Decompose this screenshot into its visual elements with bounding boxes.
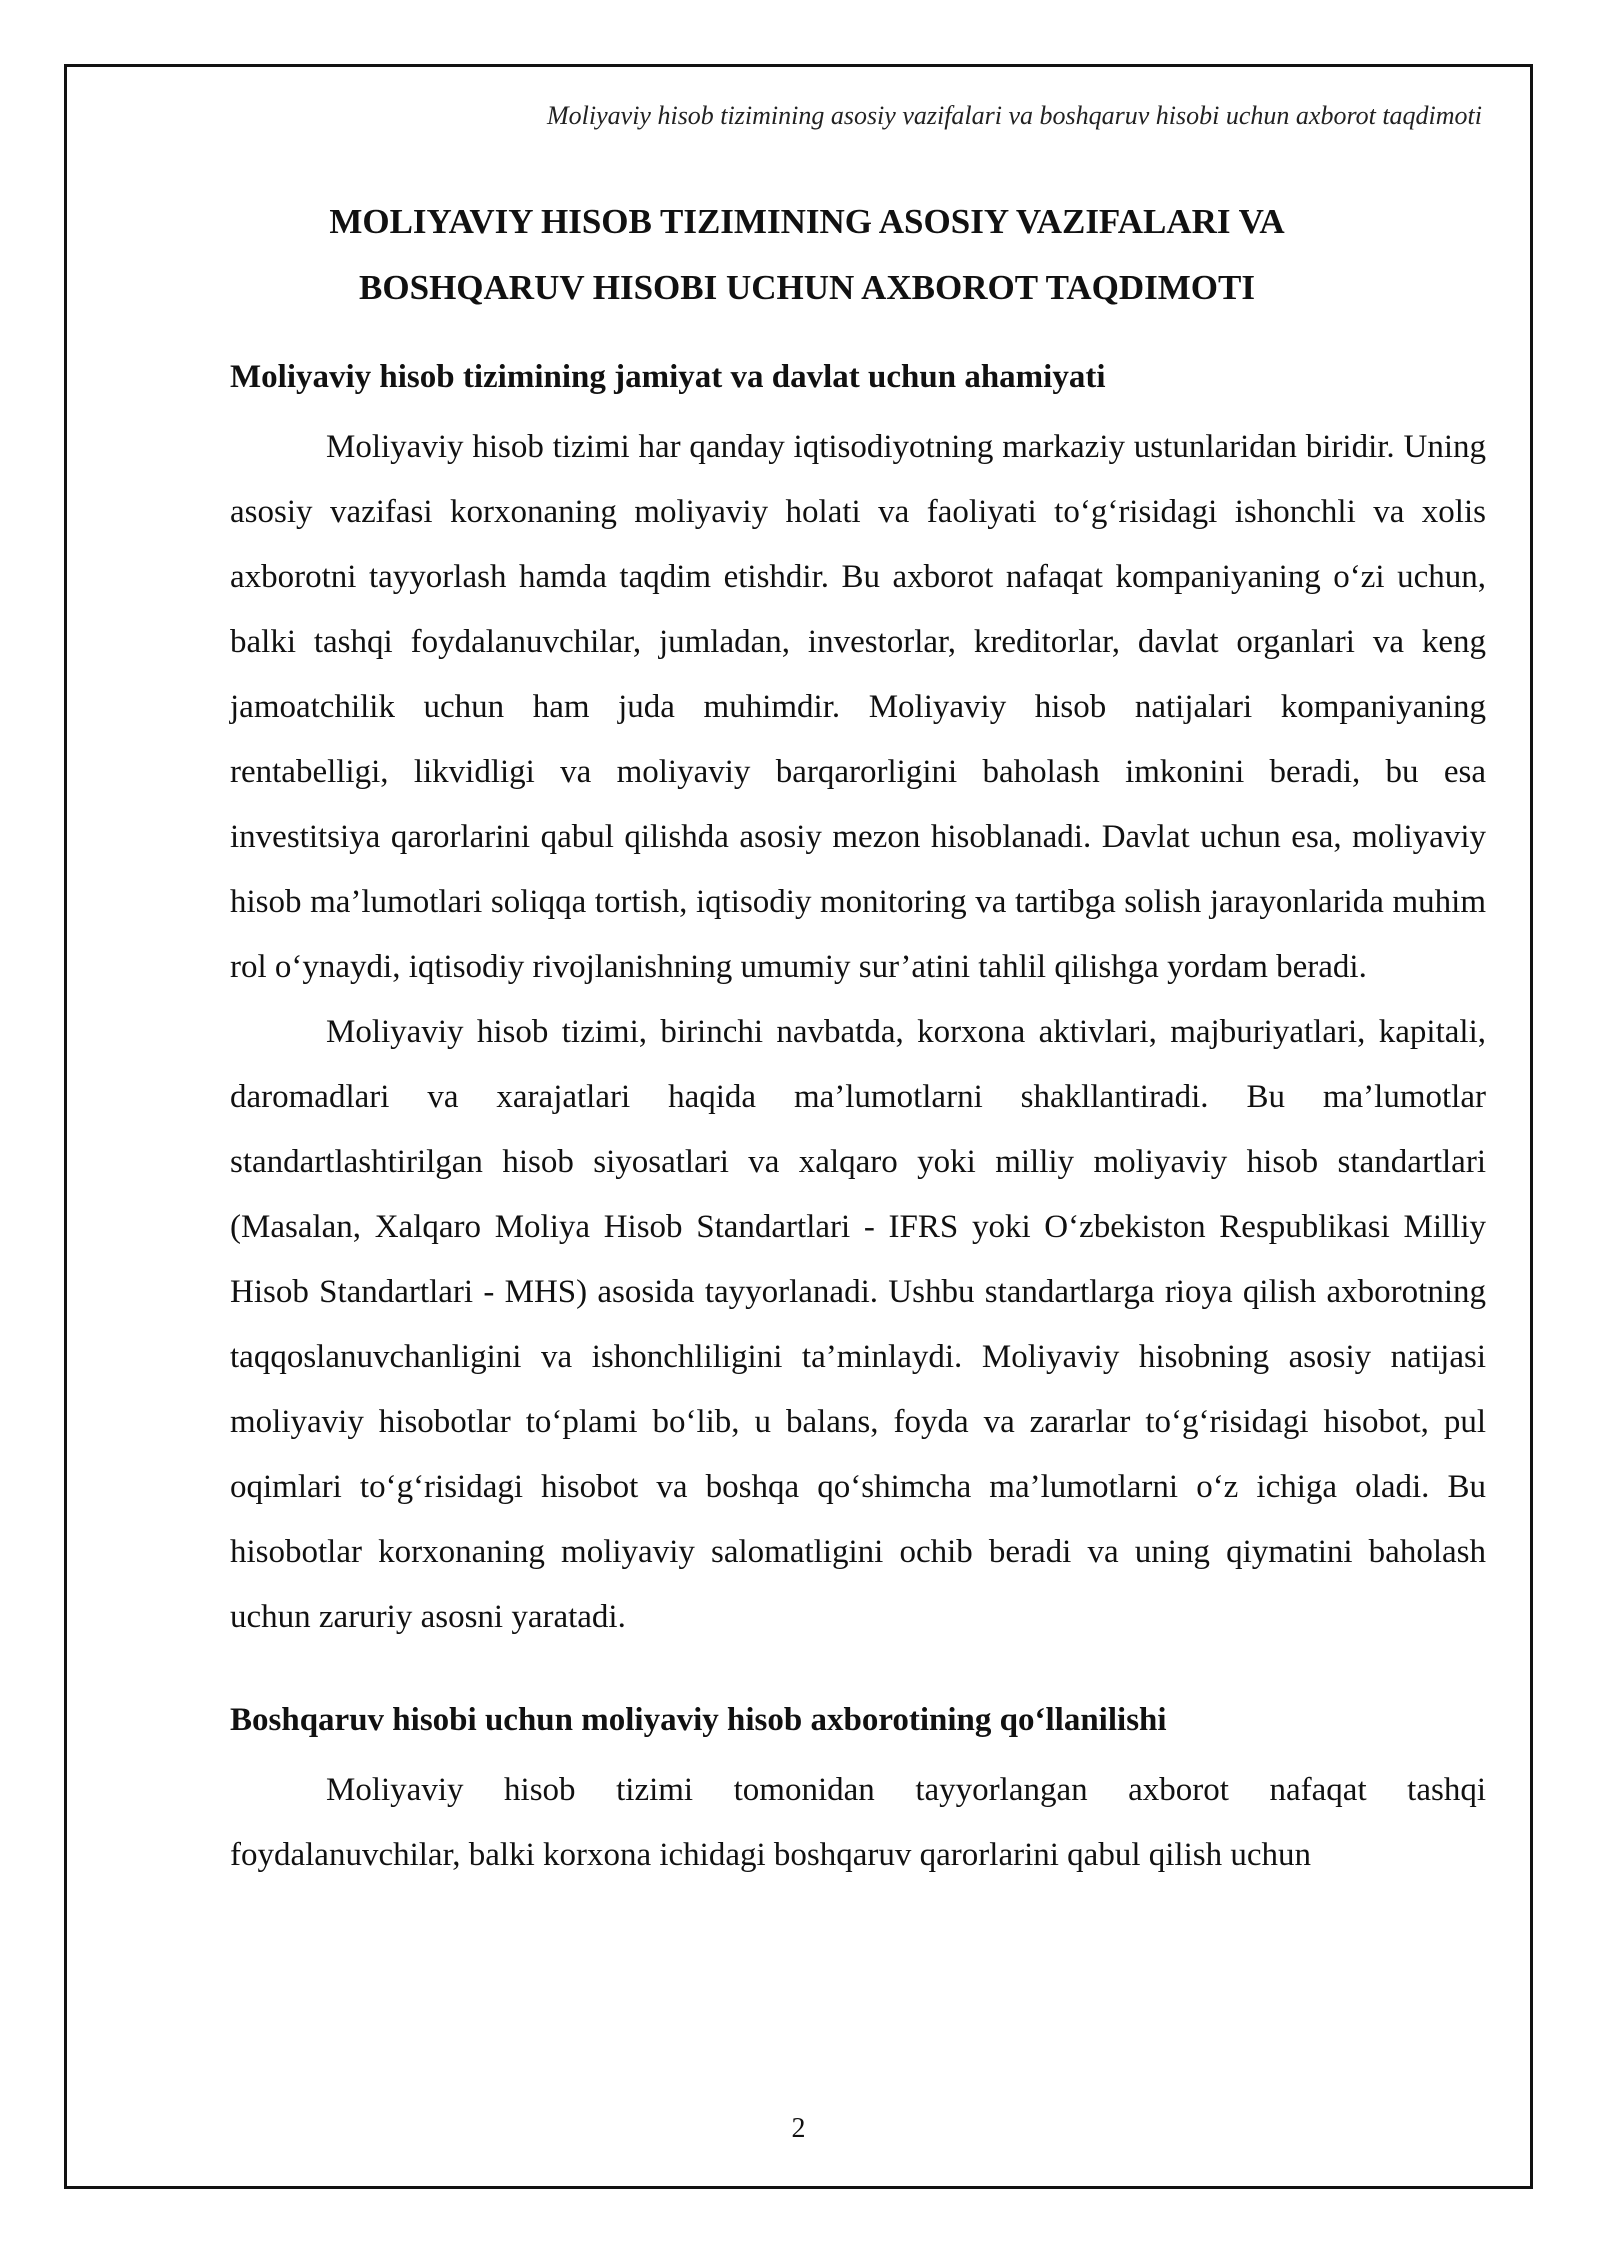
page-number: 2 <box>791 2113 806 2144</box>
body-paragraph: Moliyaviy hisob tizimi, birinchi navbatda, korxona aktivlari, majburiyatlari, kapitali, daromadlari va xarajatlari haqida ma’lumotlarni shakllantiradi. Bu ma’lumotlar standartlashtirilgan hisob siyosatlari va xalqaro yoki milliy moliyaviy hisob standartlari (Masalan, Xalqaro Moliya Hisob Standartlari - IFRS yoki O‘zbekiston Respublikasi Milliy Hisob Standartlari - MHS) asosida tayyorlanadi. Ushbu standartlarga rioya qilish axborotning taqqoslanuvchanligini va ishonchliligini ta’minlaydi. Moliyaviy hisobning asosiy natijasi moliyaviy hisobotlar to‘plami bo‘lib, u balans, foyda va zararlar to‘g‘risidagi hisobot, pul oqimlari to‘g‘risidagi hisobot va boshqa qo‘shimcha ma’lumotlarni o‘z ichiga oladi. Bu hisobotlar korxonaning moliyaviy salomatligini ochib beradi va uning qiymatini baholash uchun zaruriy asosni yaratadi. <box>230 1014 1486 1635</box>
body-paragraph: Moliyaviy hisob tizimi tomonidan tayyorlangan axborot nafaqat tashqi foydalanuvchilar, balki korxona ichidagi boshqaruv qarorlarini qabul qilish uchun <box>230 1772 1486 1873</box>
document-title-line-2: BOSHQARUV HISOBI UCHUN AXBOROT TAQDIMOTI <box>359 268 1255 307</box>
section-heading: Boshqaruv hisobi uchun moliyaviy hisob axborotining qo‘llanilishi <box>230 1702 1167 1738</box>
running-header: Moliyaviy hisob tizimining asosiy vazifalari va boshqaruv hisobi uchun axborot taqdimoti <box>547 101 1482 130</box>
page-border <box>64 64 1533 2189</box>
body-paragraph: Moliyaviy hisob tizimi har qanday iqtisodiyotning markaziy ustunlaridan biridir. Uning asosiy vazifasi korxonaning moliyaviy holati va faoliyati to‘g‘risidagi ishonchli va xolis axborotni tayyorlash hamda taqdim etishdir. Bu axborot nafaqat kompaniyaning o‘zi uchun, balki tashqi foydalanuvchilar, jumladan, investorlar, kreditorlar, davlat organlari va keng jamoatchilik uchun ham juda muhimdir. Moliyaviy hisob natijalari kompaniyaning rentabelligi, likvidligi va moliyaviy barqarorligini baholash imkonini beradi, bu esa investitsiya qarorlarini qabul qilishda asosiy mezon hisoblanadi. Davlat uchun esa, moliyaviy hisob ma’lumotlari soliqqa tortish, iqtisodiy monitoring va tartibga solish jarayonlarida muhim rol o‘ynaydi, iqtisodiy rivojlanishning umumiy sur’atini tahlil qilishga yordam beradi. <box>230 429 1486 985</box>
document-body <box>230 355 1486 1888</box>
section-heading: Moliyaviy hisob tizimining jamiyat va davlat uchun ahamiyati <box>230 359 1106 395</box>
document-title-line-1: MOLIYAVIY HISOB TIZIMINING ASOSIY VAZIFALARI VA <box>329 202 1285 241</box>
document-title <box>227 189 1387 321</box>
